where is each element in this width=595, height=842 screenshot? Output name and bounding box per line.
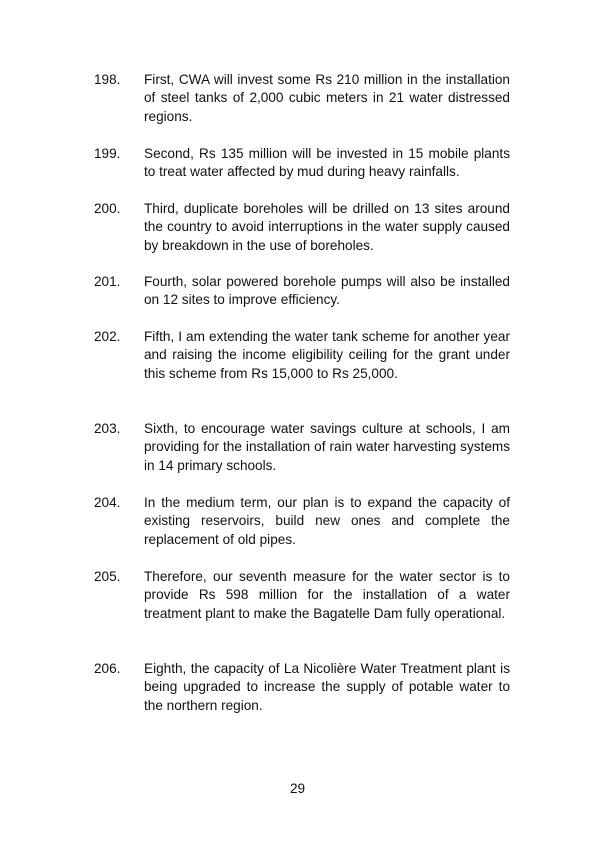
paragraph-202: [94, 328, 510, 383]
paragraph-text: Therefore, our seventh measure for the water sector is to provide Rs 598 million for the installation of a water treatment plant to make the Bagatelle Dam fully operational.: [144, 569, 510, 621]
paragraph-text: Third, duplicate boreholes will be drilled on 13 sites around the country to avoid interruptions in the water supply caused by breakdown in the use of boreholes.: [144, 201, 510, 253]
paragraph-number: 202.: [94, 329, 121, 344]
paragraph-204: [94, 494, 510, 549]
paragraph-text: Eighth, the capacity of La Nicolière Water Treatment plant is being upgraded to increase the supply of potable water to the northern region.: [144, 661, 510, 713]
page-number: 29: [289, 781, 306, 796]
paragraph-199: [94, 145, 510, 182]
paragraph-201: [94, 273, 510, 310]
paragraph-number: 204.: [94, 495, 121, 510]
paragraph-number: 199.: [94, 146, 121, 161]
paragraph-text: Sixth, to encourage water savings culture at schools, I am providing for the installation of rain water harvesting systems in 14 primary schools.: [144, 421, 510, 473]
paragraph-number: 198.: [94, 72, 121, 87]
paragraph-text: Fifth, I am extending the water tank scheme for another year and raising the income eligibility ceiling for the grant under this scheme from Rs 15,000 to Rs 25,000.: [144, 329, 510, 381]
paragraph-203: [94, 420, 510, 475]
paragraph-206: [94, 660, 510, 715]
paragraph-number: 206.: [94, 661, 121, 676]
paragraph-198: [94, 71, 510, 126]
paragraph-200: [94, 200, 510, 255]
paragraph-number: 201.: [94, 274, 121, 289]
paragraph-number: 200.: [94, 201, 121, 216]
paragraph-text: First, CWA will invest some Rs 210 million in the installation of steel tanks of 2,000 cubic meters in 21 water distressed regions.: [144, 72, 510, 124]
paragraph-205: [94, 568, 510, 623]
paragraph-number: 203.: [94, 421, 121, 436]
paragraph-text: Second, Rs 135 million will be invested in 15 mobile plants to treat water affected by mud during heavy rainfalls.: [144, 146, 510, 180]
paragraph-number: 205.: [94, 569, 121, 584]
paragraph-text: Fourth, solar powered borehole pumps will also be installed on 12 sites to improve efficiency.: [144, 274, 510, 308]
paragraph-text: In the medium term, our plan is to expand the capacity of existing reservoirs, build new ones and complete the replacement of old pipes.: [144, 495, 510, 547]
